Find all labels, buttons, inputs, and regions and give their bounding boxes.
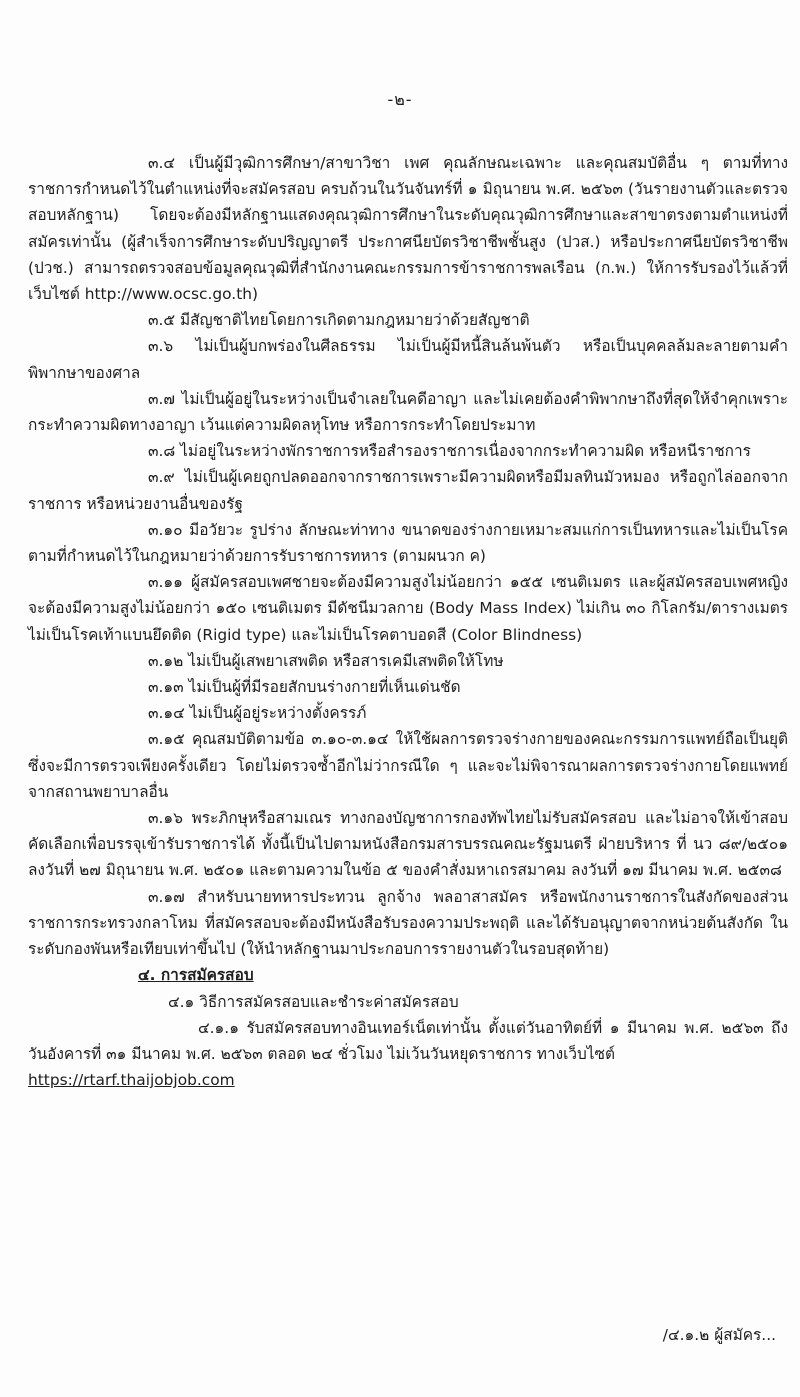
paragraph-3-9: ๓.๙ ไม่เป็นผู้เคยถูกปลดออกจากราชการเพราะมีความผิดหรือมีมลทินมัวหมอง หรือถูกไล่ออกจากราชการ หรือหน่วยงานอื่นของรัฐ — [28, 468, 788, 513]
paragraph-3-7: ๓.๗ ไม่เป็นผู้อยู่ในระหว่างเป็นจำเลยในคดีอาญา และไม่เคยต้องคำพิพากษาถึงที่สุดให้จำคุกเพราะกระทำความผิดทางอาญา เว้นแต่ความผิดลหุโทษ หรือการกระทำโดยประมาท — [28, 389, 788, 435]
paragraph-3-12: ๓.๑๒ ไม่เป็นผู้เสพยาเสพติด หรือสารเคมีเสพติดให้โทษ — [148, 651, 504, 670]
document-body — [28, 150, 788, 1093]
section-4-heading-line — [28, 962, 788, 988]
subsection-4-1: ๔.๑ วิธีการสมัครสอบและชำระค่าสมัครสอบ — [168, 992, 459, 1011]
subsection-4-1-1: ๔.๑.๑ รับสมัครสอบทางอินเทอร์เน็ตเท่านั้น ตั้งแต่วันอาทิตย์ที่ ๑ มีนาคม พ.ศ. ๒๕๖๓ ถึงวันอังคารที่ ๓๑ มีนาคม พ.ศ. ๒๕๖๓ ตลอด ๒๔ ชั่วโมง ไม่เว้นวันหยุดราชการ ทางเว็บไซต์ — [28, 1018, 788, 1063]
paragraph-3-15: ๓.๑๕ คุณสมบัติตามข้อ ๓.๑๐-๓.๑๔ ให้ใช้ผลการตรวจร่างกายของคณะกรรมการแพทย์ถือเป็นยุติ ซึ่งจะมีการตรวจเพียงครั้งเดียว โดยไม่ตรวจซ้ำอีกไม่ว่ากรณีใด ๆ และจะไม่พิจารณาผลการตรวจร่างกายโดยแพทย์จากสถานพยาบาลอื่น — [28, 730, 788, 801]
url-line — [28, 1067, 788, 1093]
paragraph-3-14: ๓.๑๔ ไม่เป็นผู้อยู่ระหว่างตั้งครรภ์ — [148, 704, 367, 723]
continuation-note: /๔.๑.๒ ผู้สมัคร... — [662, 1326, 776, 1344]
paragraph-3-10: ๓.๑๐ มีอวัยวะ รูปร่าง ลักษณะท่าทาง ขนาดของร่างกายเหมาะสมแก่การเป็นทหารและไม่เป็นโรคตามที่กำหนดไว้ในกฎหมายว่าด้วยการรับราชการทหาร (ตามผนวก ค) — [28, 520, 788, 566]
page-number: -๒- — [387, 90, 413, 109]
paragraph-3-5: ๓.๕ มีสัญชาติไทยโดยการเกิดตามกฎหมายว่าด้วยสัญชาติ — [148, 311, 530, 330]
paragraph-3-11: ๓.๑๑ ผู้สมัครสอบเพศชายจะต้องมีความสูงไม่น้อยกว่า ๑๕๕ เซนติเมตร และผู้สมัครสอบเพศหญิงจะต้องมีความสูงไม่น้อยกว่า ๑๕๐ เซนติเมตร มีดัชนีมวลกาย (Body Mass Index) ไม่เกิน ๓๐ กิโลกรัม/ตารางเมตร ไม่เป็นโรคเท้าแบนยึดติด (Rigid type) และไม่เป็นโรคตาบอดสี (Color Blindness) — [28, 573, 788, 644]
paragraph-3-17: ๓.๑๗ สำหรับนายทหารประทวน ลูกจ้าง พลอาสาสมัคร หรือพนักงานราชการในสังกัดของส่วนราชการกระทรวงกลาโหม ที่สมัครสอบจะต้องมีหนังสือรับรองความประพฤติ และได้รับอนุญาตจากหน่วยต้นสังกัด ในระดับกองพันหรือเทียบเท่าขึ้นไป (ให้นำหลักฐานมาประกอบการรายงานตัวในรอบสุดท้าย) — [28, 887, 788, 959]
paragraph-3-13: ๓.๑๓ ไม่เป็นผู้ที่มีรอยสักบนร่างกายที่เห็นเด่นชัด — [148, 678, 461, 697]
paragraph-3-4: ๓.๔ เป็นผู้มีวุฒิการศึกษา/สาขาวิชา เพศ คุณลักษณะเฉพาะ และคุณสมบัติอื่น ๆ ตามที่ทางราชการกำหนดไว้ในตำแหน่งที่จะสมัครสอบ ครบถ้วนในวันจันทร์ที่ ๑ มิถุนายน พ.ศ. ๒๕๖๓ (วันรายงานตัวและตรวจสอบหลักฐาน) โดยจะต้องมีหลักฐานแสดงคุณวุฒิการศึกษาในระดับคุณวุฒิการศึกษาและสาขาตรงตามตำแหน่งที่สมัครเท่านั้น (ผู้สำเร็จการศึกษาระดับปริญญาตรี ประกาศนียบัตรวิชาชีพชั้นสูง (ปวส.) หรือประกาศนียบัตรวิชาชีพ (ปวช.) สามารถตรวจสอบข้อมูลคุณวุฒิที่สำนักงานคณะกรรมการข้าราชการพลเรือน (ก.พ.) ให้การรับรองไว้แล้วที่เว็บไซต์ http://www.ocsc.go.th) — [28, 154, 788, 304]
paragraph-3-16: ๓.๑๖ พระภิกษุหรือสามเณร ทางกองบัญชาการกองทัพไทยไม่รับสมัครสอบ และไม่อาจให้เข้าสอบคัดเลือกเพื่อบรรจุเข้ารับราชการได้ ทั้งนี้เป็นไปตามหนังสือกรมสารบรรณคณะรัฐมนตรี ฝ่ายบริหาร ที่ นว ๘๙/๒๕๐๑ ลงวันที่ ๒๗ มิถุนายน พ.ศ. ๒๕๐๑ และตามความในข้อ ๕ ของคำสั่งมหาเถรสมาคม ลงวันที่ ๑๗ มีนาคม พ.ศ. ๒๕๓๘ — [28, 809, 788, 880]
section-4-heading: ๔. การสมัครสอบ — [138, 966, 254, 985]
application-website-link[interactable]: https://rtarf.thaijobjob.com — [28, 1071, 235, 1090]
paragraph-3-6: ๓.๖ ไม่เป็นผู้บกพร่องในศีลธรรม ไม่เป็นผู้มีหนี้สินล้นพ้นตัว หรือเป็นบุคคลล้มละลายตามคำพิพากษาของศาล — [28, 337, 788, 382]
paragraph-3-8: ๓.๘ ไม่อยู่ในระหว่างพักราชการหรือสำรองราชการเนื่องจากกระทำความผิด หรือหนีราชการ — [148, 442, 751, 461]
